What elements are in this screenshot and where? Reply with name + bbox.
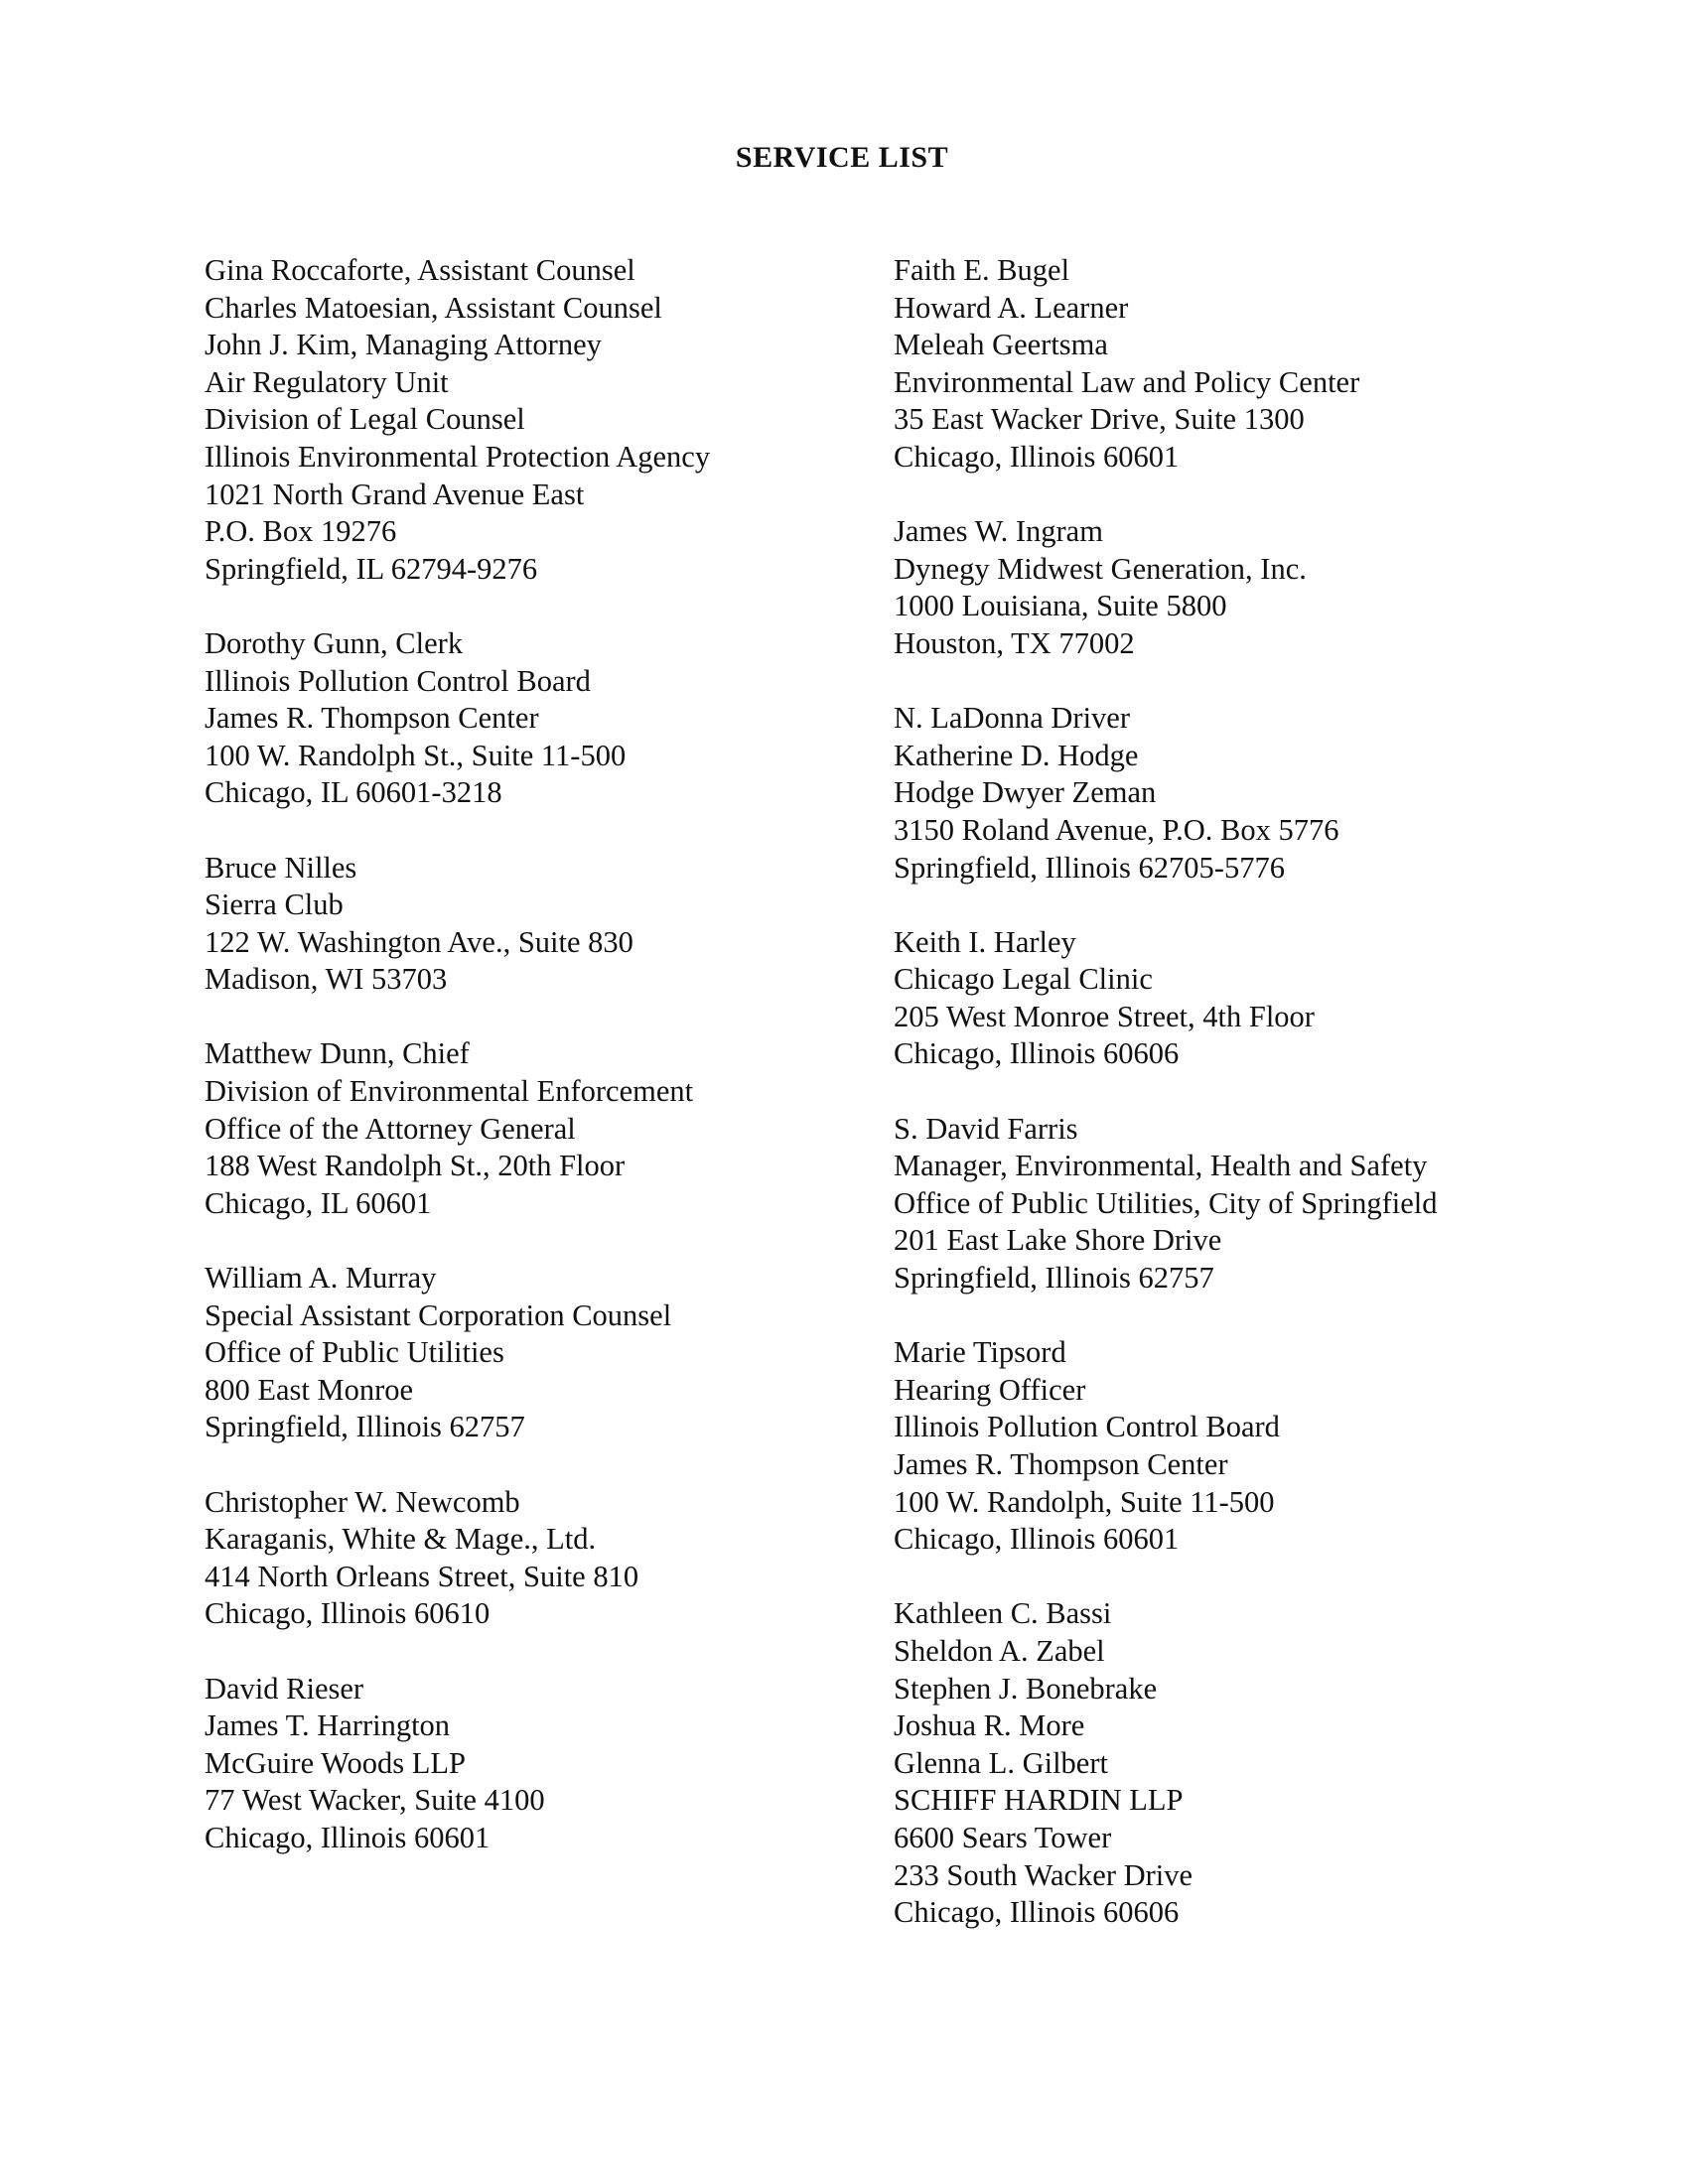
address-block (894, 700, 1589, 887)
address-line: Division of Legal Counsel (205, 402, 525, 437)
address-line: Office of the Attorney General (205, 1111, 576, 1146)
address-line: 35 East Wacker Drive, Suite 1300 (894, 402, 1305, 437)
recipient-name: Dorothy Gunn, Clerk (205, 625, 464, 660)
address-line: Chicago, Illinois 60606 (894, 1895, 1180, 1930)
address-line: Glenna L. Gilbert (894, 1745, 1108, 1780)
address-line: Houston, TX 77002 (894, 625, 1135, 660)
address-line: Sheldon A. Zabel (894, 1633, 1105, 1668)
address-line: Illinois Pollution Control Board (894, 1410, 1280, 1444)
address-line: 1021 North Grand Avenue East (205, 477, 585, 511)
address-line: Office of Public Utilities, City of Springfield (894, 1185, 1438, 1220)
address-line: 3150 Roland Avenue, P.O. Box 5776 (894, 812, 1339, 847)
address-line: Karaganis, White & Mage., Ltd. (205, 1522, 597, 1557)
recipient-name: Keith I. Harley (894, 924, 1076, 959)
address-line: Meleah Geertsma (894, 328, 1108, 362)
address-line: 414 North Orleans Street, Suite 810 (205, 1559, 639, 1593)
address-line: Air Regulatory Unit (205, 364, 449, 399)
recipient-name: David Rieser (205, 1671, 364, 1706)
recipient-name: James W. Ingram (894, 514, 1103, 549)
address-block (205, 625, 880, 812)
recipient-name: William A. Murray (205, 1261, 437, 1296)
address-line: James T. Harrington (205, 1708, 451, 1743)
recipient-name: N. LaDonna Driver (894, 701, 1130, 736)
address-line: 188 West Randolph St., 20th Floor (205, 1149, 626, 1183)
address-block (205, 1671, 880, 1857)
address-line: Springfield, Illinois 62757 (894, 1261, 1214, 1296)
recipient-name: S. David Farris (894, 1111, 1078, 1146)
address-line: Chicago, IL 60601 (205, 1185, 432, 1220)
address-line: Katherine D. Hodge (894, 738, 1139, 772)
address-line: Manager, Environmental, Health and Safety (894, 1149, 1428, 1183)
address-line: Chicago, Illinois 60601 (894, 439, 1180, 474)
address-line: 205 West Monroe Street, 4th Floor (894, 999, 1315, 1033)
address-line: SCHIFF HARDIN LLP (894, 1783, 1184, 1818)
address-line: Chicago, IL 60601-3218 (205, 775, 502, 810)
address-line: Chicago, Illinois 60601 (205, 1820, 491, 1854)
address-line: Illinois Environmental Protection Agency (205, 439, 711, 474)
address-line: Sierra Club (205, 887, 344, 922)
address-line: Division of Environmental Enforcement (205, 1074, 694, 1109)
address-line: Chicago, Illinois 60601 (894, 1522, 1180, 1557)
address-line: 6600 Sears Tower (894, 1820, 1112, 1854)
address-line: Madison, WI 53703 (205, 962, 448, 997)
address-line: Stephen J. Bonebrake (894, 1671, 1158, 1706)
address-line: Springfield, Illinois 62757 (205, 1410, 525, 1444)
address-line: Hodge Dwyer Zeman (894, 775, 1157, 810)
recipient-name: Faith E. Bugel (894, 253, 1070, 287)
address-line: Hearing Officer (894, 1372, 1086, 1407)
address-line: Special Assistant Corporation Counsel (205, 1297, 672, 1332)
address-line: Chicago Legal Clinic (894, 962, 1153, 997)
recipient-name: Marie Tipsord (894, 1335, 1066, 1370)
address-block (894, 252, 1589, 477)
address-block (894, 513, 1589, 662)
address-line: Dynegy Midwest Generation, Inc. (894, 551, 1307, 586)
address-line: Environmental Law and Policy Center (894, 364, 1360, 399)
address-line: Springfield, IL 62794-9276 (205, 551, 538, 586)
address-block (894, 1111, 1589, 1297)
address-line: Howard A. Learner (894, 290, 1129, 325)
address-line: P.O. Box 19276 (205, 514, 397, 549)
service-list-left-column (205, 252, 880, 1894)
recipient-name: Christopher W. Newcomb (205, 1484, 520, 1519)
address-line: McGuire Woods LLP (205, 1745, 466, 1780)
address-line: 122 W. Washington Ave., Suite 830 (205, 924, 633, 959)
address-block (205, 850, 880, 999)
recipient-name: Gina Roccaforte, Assistant Counsel (205, 253, 635, 287)
address-block (894, 1595, 1589, 1931)
recipient-name: Bruce Nilles (205, 850, 357, 885)
address-line: Joshua R. More (894, 1708, 1085, 1743)
address-line: Illinois Pollution Control Board (205, 663, 591, 698)
address-line: James R. Thompson Center (894, 1447, 1228, 1481)
address-block (894, 924, 1589, 1073)
address-line: 201 East Lake Shore Drive (894, 1223, 1222, 1258)
recipient-name: Matthew Dunn, Chief (205, 1036, 470, 1071)
address-line: 233 South Wacker Drive (894, 1857, 1193, 1892)
page-title: SERVICE LIST (735, 141, 949, 174)
address-line: Springfield, Illinois 62705-5776 (894, 850, 1285, 885)
address-line: Charles Matoesian, Assistant Counsel (205, 290, 662, 325)
address-line: 100 W. Randolph St., Suite 11-500 (205, 738, 627, 772)
address-line: James R. Thompson Center (205, 701, 539, 736)
service-list-right-column (894, 252, 1589, 1969)
recipient-name: Kathleen C. Bassi (894, 1596, 1112, 1631)
address-block (205, 1484, 880, 1633)
address-block (205, 1260, 880, 1446)
address-line: 1000 Louisiana, Suite 5800 (894, 589, 1227, 623)
address-line: 100 W. Randolph, Suite 11-500 (894, 1484, 1275, 1519)
address-line: Chicago, Illinois 60606 (894, 1036, 1180, 1071)
address-line: Chicago, Illinois 60610 (205, 1596, 491, 1631)
address-line: 800 East Monroe (205, 1372, 414, 1407)
address-block (205, 252, 880, 588)
address-line: 77 West Wacker, Suite 4100 (205, 1783, 545, 1818)
address-block (205, 1035, 880, 1222)
address-line: John J. Kim, Managing Attorney (205, 328, 602, 362)
address-block (894, 1334, 1589, 1559)
address-line: Office of Public Utilities (205, 1335, 504, 1370)
